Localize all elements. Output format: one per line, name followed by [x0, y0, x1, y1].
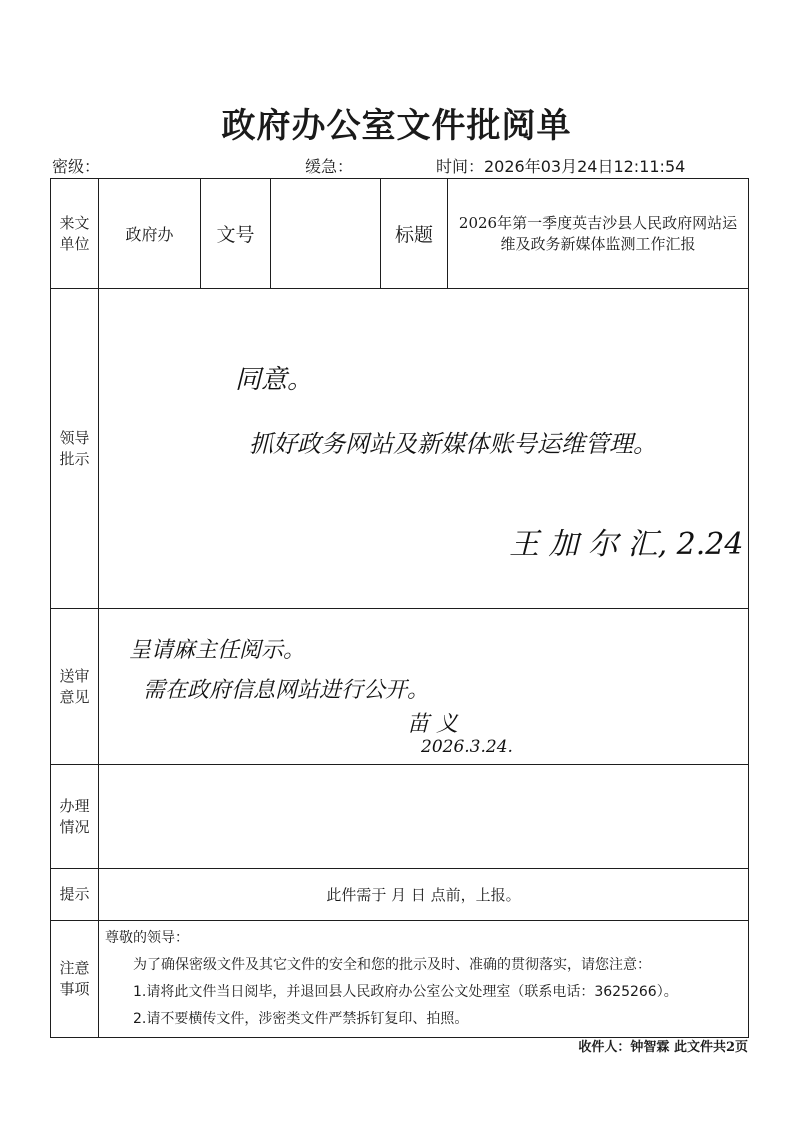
footer-recipient: 收件人：钟智霖 此文件共2页	[578, 1040, 748, 1055]
review-opinion-label: 送审 意见	[51, 609, 99, 765]
handling-label: 办理 情况	[51, 765, 99, 869]
leader-instruction-label: 领导 批示	[51, 289, 99, 609]
handling-value	[99, 765, 749, 869]
review-date: 2026.3.24.	[421, 737, 513, 757]
time-label: 时间：2026年03月24日12:11:54	[436, 157, 686, 176]
header-row	[51, 179, 749, 289]
tip-text: 此件需于 月 日 点前，上报。	[99, 869, 749, 921]
notes-label: 注意 事项	[51, 921, 99, 1038]
page-title: 政府办公室文件批阅单	[221, 106, 572, 146]
leader-line-2: 抓好政务网站及新媒体账号运维管理。	[249, 430, 657, 458]
subject-label: 标题	[381, 179, 448, 289]
urgency-label: 缓急：	[305, 157, 354, 176]
leader-instruction-cell	[99, 289, 749, 609]
secrecy-label: 密级：	[52, 157, 101, 176]
leader-row	[51, 289, 749, 609]
review-opinion-cell	[99, 609, 749, 765]
doc-number-value	[271, 179, 381, 289]
from-unit-label: 来文 单位	[51, 179, 99, 289]
notes-line-greeting: 尊敬的领导：	[105, 930, 189, 946]
leader-line-1: 同意。	[235, 365, 314, 395]
notes-row	[51, 921, 749, 1038]
approval-form	[50, 178, 748, 1038]
review-line-2: 需在政府信息网站进行公开。	[143, 678, 430, 703]
subject-value: 2026年第一季度英吉沙县人民政府网站运维及政务新媒体监测工作汇报	[448, 179, 749, 289]
notes-line-intro: 为了确保密级文件及其它文件的安全和您的批示及时、准确的贯彻落实，请您注意：	[105, 957, 651, 973]
handling-row	[51, 765, 749, 869]
notes-content	[99, 921, 749, 1038]
doc-number-label: 文号	[201, 179, 271, 289]
review-line-1: 呈请麻主任阅示。	[129, 638, 306, 663]
leader-signature: 王 加 尔 汇, 2.24	[509, 527, 744, 562]
tip-row	[51, 869, 749, 921]
notes-line-1: 1.请将此文件当日阅毕，并退回县人民政府办公室公文处理室（联系电话：3625266）。	[105, 984, 678, 1000]
review-row	[51, 609, 749, 765]
tip-label: 提示	[51, 869, 99, 921]
notes-line-2: 2.请不要横传文件，涉密类文件严禁拆钉复印、拍照。	[105, 1011, 469, 1027]
review-signature: 苗 义	[407, 712, 458, 737]
from-unit-value: 政府办	[99, 179, 201, 289]
